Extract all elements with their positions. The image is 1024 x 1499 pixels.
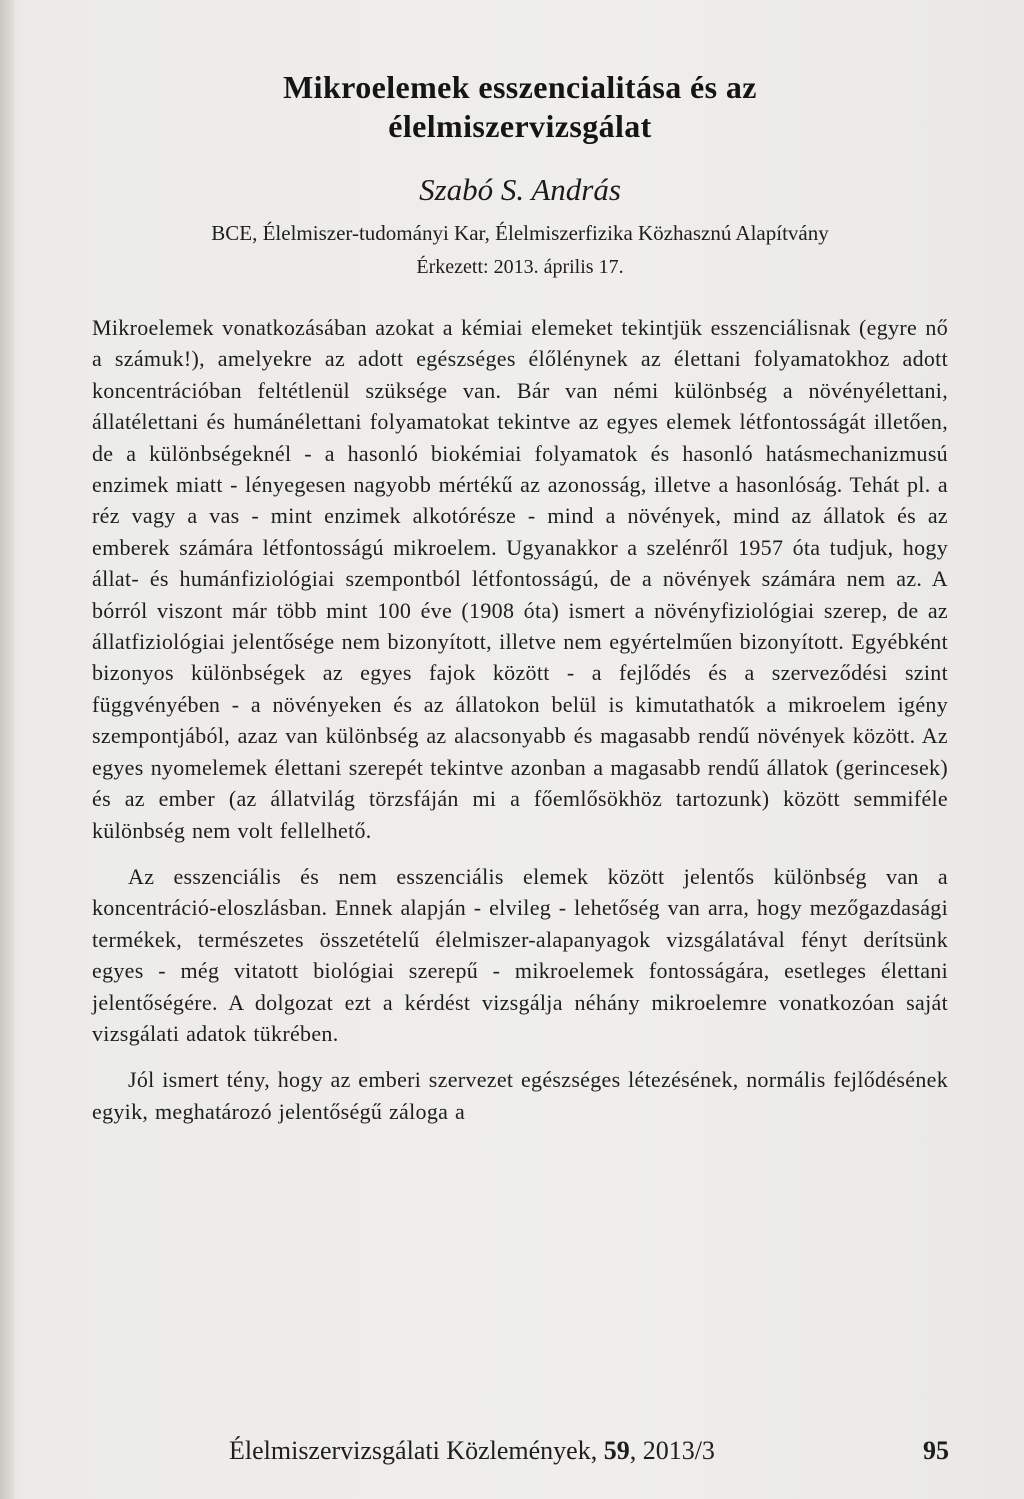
article-content	[92, 68, 948, 1127]
body-paragraph: Jól ismert tény, hogy az emberi szervezet egészséges létezésének, normális fejlődésének egyik, meghatározó jelentőségű záloga a	[92, 1067, 948, 1124]
body-paragraph: Az esszenciális és nem esszenciális elemek között jelentős különbség van a koncentráció-eloszlásban. Ennek alapján - elvileg - lehetőség van arra, hogy mezőgazdasági termékek, természetes összetételű élelmiszer-alapanyagok vizsgálatával fényt derítsünk egyes - még vitatott biológiai szerepű - mikroelemek fontosságára, esetleges élettani jelentőségére. A dolgozat ezt a kérdést vizsgálja néhány mikroelemre vonatkozóan saját vizsgálati adatok tükrében.	[92, 863, 948, 1046]
journal-citation	[229, 1434, 715, 1468]
page-footer	[229, 1434, 949, 1468]
page-binding-edge	[0, 0, 14, 1499]
author-affiliation: BCE, Élelmiszer-tudományi Kar, Élelmiszerfizika Közhasznú Alapítvány	[211, 221, 829, 245]
article-author: Szabó S. András	[419, 172, 621, 207]
received-date: Érkezett: 2013. április 17.	[416, 256, 624, 278]
body-paragraph: Mikroelemek vonatkozásában azokat a kémiai elemeket tekintjük esszenciálisnak (egyre nő a számuk!), amelyekre az adott egészséges élőlénynek az élettani folyamatokhoz adott koncentrációban feltétlenül szüksége van. Bár van némi különbség a növényélettani, állatélettani és humánélettani folyamatokat tekintve az egyes elemek létfontosságát illetően, de a különbségeknél - a hasonló biokémiai folyamatok és hasonló hatásmechanizmusú enzimek miatt - lényegesen nagyobb mértékű az azonosság, illetve a hasonlóság. Tehát pl. a réz vagy a vas - mint enzimek alkotórésze - mind a növények, mind az állatok és az emberek számára létfontosságú mikroelem. Ugyanakkor a szelénről 1957 óta tudjuk, hogy állat- és humánfiziológiai szempontból létfontosságú, de a növények számára nem az. A bórról viszont már több mint 100 éve (1908 óta) ismert a növényfiziológiai szerep, de az állatfiziológiai jelentősége nem bizonyított, illetve nem egyértelműen bizonyított. Egyébként bizonyos különbségek az egyes fajok között - a fejlődés és a szerveződési szint függvényében - a növényeken és az állatokon belül is kimutathatók a mikroelem igény szempontjából, azaz van különbség az alacsonyabb és magasabb rendű növények között. Az egyes nyomelemek élettani szerepét tekintve azonban a magasabb rendű állatok (gerincesek) és az ember (az állatvilág törzsfáján mi a főemlősökhöz tartozunk) között semmiféle különbség nem volt fellelhető.	[92, 315, 948, 843]
page-number: 95	[923, 1436, 949, 1465]
article-body	[92, 312, 948, 1127]
article-title-line-1: Mikroelemek esszencialitása és az	[283, 69, 757, 105]
journal-volume: 59	[603, 1436, 630, 1465]
journal-name: Élelmiszervizsgálati Közlemények,	[229, 1436, 604, 1465]
article-title	[92, 68, 948, 146]
article-title-line-2: élelmiszervizsgálat	[388, 108, 652, 144]
journal-issue: , 2013/3	[629, 1436, 715, 1465]
